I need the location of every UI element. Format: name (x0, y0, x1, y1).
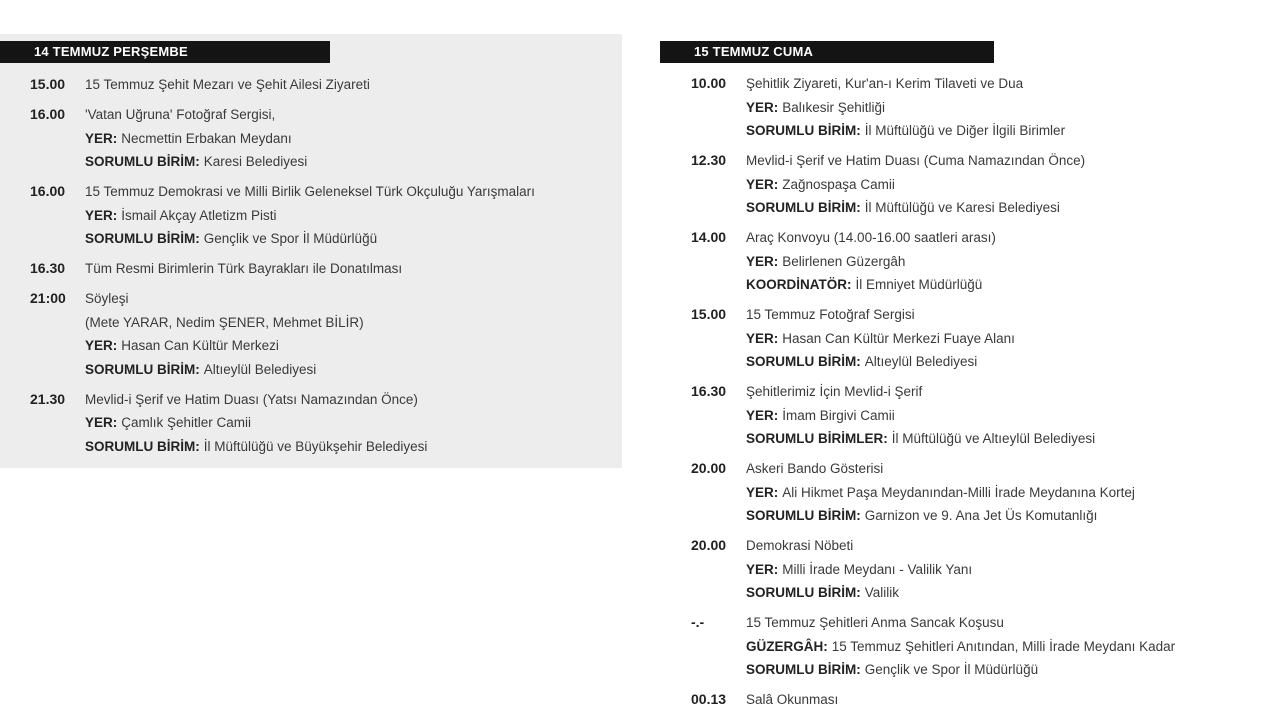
event-time: -.- (691, 614, 705, 630)
detail-label: YER : (746, 485, 778, 500)
schedule-event (658, 226, 1280, 297)
detail-value: Gençlik ve Spor İl Müdürlüğü (203, 231, 378, 246)
event-description (85, 311, 622, 335)
detail-value: Ali Hikmet Paşa Meydanından-Milli İrade Meydanına Kortej (782, 484, 1135, 500)
detail-value: 15 Temmuz Şehitleri Anıtından, Milli İrade Meydanı Kadar (831, 638, 1176, 654)
event-detail-line (746, 581, 1280, 605)
event-description (85, 180, 622, 204)
event-detail-line (746, 96, 1280, 120)
event-detail-line (85, 127, 622, 151)
event-details (746, 72, 1280, 143)
event-time: 14.00 (691, 229, 727, 245)
detail-value: Necmettin Erbakan Meydanı (121, 130, 292, 146)
event-detail-line (85, 358, 622, 382)
detail-value: Altıeylül Belediyesi (203, 361, 317, 377)
event-description (746, 149, 1280, 173)
event-title: Mevlid-i Şerif ve Hatim Duası (Cuma Namazından Önce) (746, 153, 1086, 168)
event-title: Salâ Okunması (746, 692, 839, 707)
schedule-event (0, 287, 622, 381)
event-details (746, 149, 1280, 220)
detail-value: İl Müftülüğü ve Karesi Belediyesi (864, 200, 1060, 215)
detail-value: Balıkesir Şehitliği (782, 99, 886, 115)
day-header: 15 TEMMUZ CUMA (660, 41, 994, 63)
schedule-event (658, 380, 1280, 451)
event-title: Söyleşi (85, 291, 129, 306)
detail-label: SORUMLU BİRİM : (85, 231, 200, 246)
event-detail-line (85, 435, 622, 459)
detail-value: İl Müftülüğü ve Altıeylül Belediyesi (891, 431, 1096, 446)
schedule-event (658, 457, 1280, 528)
detail-label: YER : (85, 338, 117, 353)
event-title: (Mete YARAR, Nedim ŞENER, Mehmet BİLİR) (85, 314, 364, 330)
detail-value: İsmail Akçay Atletizm Pisti (121, 207, 277, 223)
detail-value: İl Müftülüğü ve Diğer İlgili Birimler (864, 123, 1066, 138)
event-title: Tüm Resmi Birimlerin Türk Bayrakları ile Donatılması (85, 261, 403, 276)
event-time: 12.30 (691, 152, 727, 168)
schedule-event (658, 72, 1280, 143)
schedule-event (0, 388, 622, 459)
event-title: 15 Temmuz Demokrasi ve Milli Birlik Geleneksel Türk Okçuluğu Yarışmaları (85, 184, 535, 199)
detail-value: Çamlık Şehitler Camii (121, 415, 252, 430)
event-description (746, 688, 1280, 712)
event-time: 15.00 (691, 306, 727, 322)
schedule-event (0, 103, 622, 174)
event-detail-line (746, 558, 1280, 582)
detail-value: Garnizon ve 9. Ana Jet Üs Komutanlığı (864, 508, 1098, 523)
event-detail-line (746, 481, 1280, 505)
detail-value: Zağnospaşa Camii (782, 176, 895, 192)
detail-label: KOORDİNATÖR : (746, 277, 852, 292)
event-time: 21:00 (30, 290, 66, 306)
event-time: 16.30 (691, 383, 727, 399)
detail-label: SORUMLU BİRİMLER : (746, 431, 888, 446)
event-details (85, 287, 622, 381)
detail-value: Altıeylül Belediyesi (864, 354, 978, 369)
event-description (85, 257, 622, 281)
detail-label: SORUMLU BİRİM : (85, 362, 200, 377)
event-detail-line (746, 350, 1280, 374)
event-detail-line (746, 250, 1280, 274)
event-detail-line (746, 404, 1280, 428)
detail-label: YER : (746, 331, 778, 346)
event-time: 20.00 (691, 537, 727, 553)
detail-label: YER : (85, 131, 117, 146)
detail-label: YER : (85, 415, 117, 430)
detail-value: Valilik (864, 585, 900, 600)
schedule-column-july-14 (0, 34, 622, 468)
detail-label: SORUMLU BİRİM : (746, 585, 861, 600)
schedule-event (658, 611, 1280, 682)
event-detail-line (746, 327, 1280, 351)
event-description (746, 611, 1280, 635)
event-time: 15.00 (30, 76, 66, 92)
event-list (0, 73, 622, 465)
detail-label: SORUMLU BİRİM : (746, 662, 861, 677)
event-detail-line (85, 334, 622, 358)
event-detail-line (746, 635, 1280, 659)
event-title: 15 Temmuz Şehit Mezarı ve Şehit Ailesi Ziyareti (85, 77, 370, 92)
detail-label: SORUMLU BİRİM : (746, 200, 861, 215)
event-title: Mevlid-i Şerif ve Hatim Duası (Yatsı Namazından Önce) (85, 391, 418, 407)
event-title: Demokrasi Nöbeti (746, 538, 854, 553)
event-title: Şehitlerimiz İçin Mevlid-i Şerif (746, 384, 923, 399)
event-details (746, 611, 1280, 682)
event-description (85, 103, 622, 127)
event-description (746, 380, 1280, 404)
event-detail-line (746, 173, 1280, 197)
event-time: 10.00 (691, 75, 727, 91)
detail-value: İmam Birgivi Camii (782, 407, 895, 423)
schedule-event (658, 688, 1280, 712)
detail-label: YER : (746, 254, 778, 269)
event-detail-line (85, 227, 622, 251)
detail-value: Milli İrade Meydanı - Valilik Yanı (782, 561, 973, 577)
event-description (746, 226, 1280, 250)
detail-label: YER : (746, 562, 778, 577)
event-time: 21.30 (30, 390, 66, 407)
detail-label: SORUMLU BİRİM : (85, 154, 200, 169)
schedule-event (658, 149, 1280, 220)
detail-value: Hasan Can Kültür Merkezi Fuaye Alanı (782, 330, 1015, 346)
event-time: 16.30 (30, 260, 66, 276)
event-detail-line (746, 273, 1280, 297)
event-details (85, 73, 622, 97)
event-title: Şehitlik Ziyareti, Kur'an-ı Kerim Tilaveti ve Dua (746, 76, 1024, 91)
detail-value: Gençlik ve Spor İl Müdürlüğü (864, 662, 1039, 677)
event-details (746, 380, 1280, 451)
event-title: 15 Temmuz Şehitleri Anma Sancak Koşusu (746, 615, 1004, 630)
event-details (746, 303, 1280, 374)
event-details (746, 226, 1280, 297)
event-details (85, 388, 622, 459)
event-description (85, 388, 622, 412)
detail-label: SORUMLU BİRİM : (746, 123, 861, 138)
schedule-event (0, 257, 622, 281)
event-title: 'Vatan Uğruna' Fotoğraf Sergisi, (85, 107, 276, 122)
detail-value: İl Emniyet Müdürlüğü (855, 277, 983, 292)
schedule-event (658, 534, 1280, 605)
event-details (746, 688, 1280, 712)
detail-label: SORUMLU BİRİM : (85, 439, 200, 454)
detail-label: YER : (746, 408, 778, 423)
event-description (746, 72, 1280, 96)
event-description (746, 457, 1280, 481)
event-detail-line (85, 411, 622, 435)
event-detail-line (746, 196, 1280, 220)
event-time: 16.00 (30, 106, 66, 122)
event-details (746, 534, 1280, 605)
detail-label: GÜZERGÂH : (746, 639, 828, 654)
detail-label: SORUMLU BİRİM : (746, 508, 861, 523)
event-description (85, 287, 622, 311)
event-time: 16.00 (30, 183, 66, 199)
event-title: 15 Temmuz Fotoğraf Sergisi (746, 307, 915, 322)
event-list (658, 72, 1280, 718)
event-details (85, 103, 622, 174)
event-detail-line (85, 204, 622, 228)
detail-label: YER : (85, 208, 117, 223)
detail-label: YER : (746, 100, 778, 115)
schedule-event (0, 180, 622, 251)
detail-value: Karesi Belediyesi (203, 154, 308, 169)
event-time: 00.13 (691, 691, 727, 707)
schedule-event (0, 73, 622, 97)
event-details (746, 457, 1280, 528)
detail-value: Belirlenen Güzergâh (782, 253, 906, 269)
event-description (85, 73, 622, 97)
event-description (746, 303, 1280, 327)
detail-label: YER : (746, 177, 778, 192)
event-title: Askeri Bando Gösterisi (746, 461, 884, 476)
detail-value: Hasan Can Kültür Merkezi (121, 338, 279, 353)
event-details (85, 180, 622, 251)
event-time: 20.00 (691, 460, 727, 476)
event-detail-line (746, 504, 1280, 528)
day-header: 14 TEMMUZ PERŞEMBE (0, 41, 330, 63)
schedule-event (658, 303, 1280, 374)
detail-label: SORUMLU BİRİM : (746, 354, 861, 369)
event-details (85, 257, 622, 281)
detail-value: İl Müftülüğü ve Büyükşehir Belediyesi (203, 438, 428, 454)
event-detail-line (746, 427, 1280, 451)
event-title: Araç Konvoyu (14.00-16.00 saatleri arası) (746, 230, 996, 245)
event-detail-line (746, 658, 1280, 682)
event-description (746, 534, 1280, 558)
event-detail-line (85, 150, 622, 174)
event-detail-line (746, 119, 1280, 143)
